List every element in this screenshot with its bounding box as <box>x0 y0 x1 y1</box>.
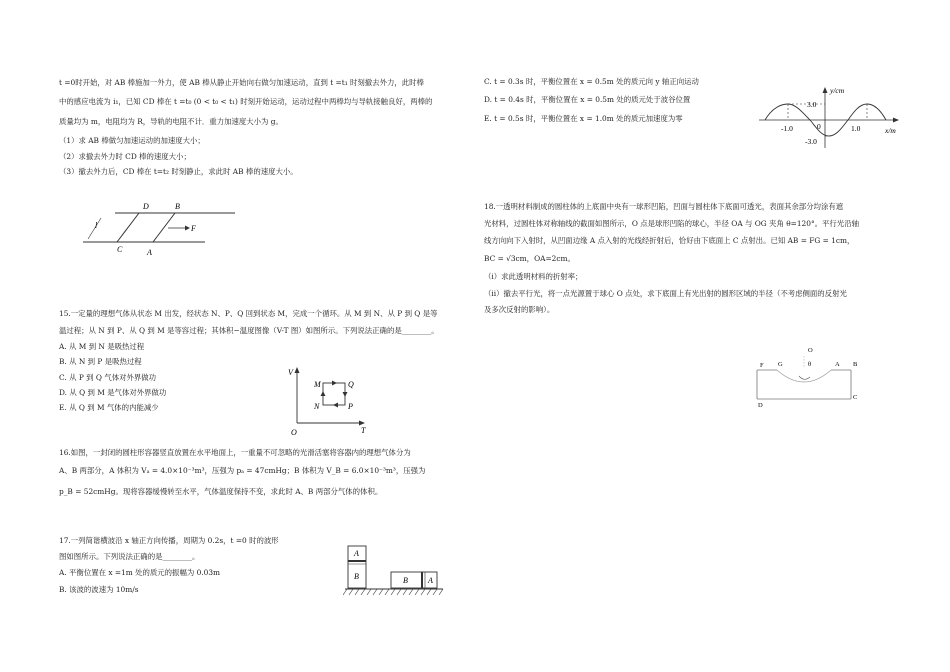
origin-O: O <box>291 428 297 437</box>
y-tick-neg: -3.0 <box>805 137 817 146</box>
q18-sub-3: 及多次反射的影响）。 <box>484 305 555 314</box>
q16-line-2: A、B 两部分，A 体积为 Vₐ = 4.0×10⁻³m³，压强为 pₐ = 47cmHg；B 体积为 V_B = 6.0×10⁻³m³，压强为 <box>59 466 426 475</box>
q18-sub-2: （ii）撤去平行光，将一点光源置于球心 O 点处，求下底面上有光出射的圆形区域的半径（不考虑侧面的反射光 <box>484 289 847 298</box>
q17-line-2: 图如图所示。下列说法正确的是________。 <box>59 552 200 561</box>
label-D: D <box>143 202 149 211</box>
label-C: C <box>117 245 123 254</box>
q15-line-1: 15.一定量的理想气体从状态 M 出发，经状态 N、P、Q 回到状态 M，完成一个循环。从 M 到 N、从 P 到 Q 是等 <box>59 309 438 318</box>
q14-sub-3: （3）撤去外力后，CD 棒在 t=t₂ 时刻静止，求此时 AB 棒的速度大小。 <box>59 167 298 176</box>
label-B: B <box>175 202 180 211</box>
state-N: N <box>314 402 320 411</box>
y-tick-pos: 3.0 <box>807 100 817 109</box>
y-axis-label: y/cm <box>830 86 845 95</box>
q15-line-2: 温过程；从 N 到 P、从 Q 到 M 是等容过程；其体积−温度图像（V-T 图）如图所示。下列说法正确的是________。 <box>59 326 439 335</box>
q15-option-d: D. 从 Q 到 M 是气体对外界做功 <box>59 388 167 397</box>
point-B: B <box>853 361 858 368</box>
q17-line-1: 17.一列简谐横波沿 x 轴正方向传播，周期为 0.2s，t =0 时的波形 <box>59 536 279 545</box>
q18-line-2: 光材料，过圆柱体对称轴线的截面如图所示，O 点是球形凹陷的球心，半径 OA 与 OG 夹角 θ=120°。平行光沿轴 <box>484 219 859 228</box>
state-P: P <box>348 402 353 411</box>
q18-line-4: BC = √3cm，OA=2cm。 <box>484 254 575 263</box>
wave-graph <box>755 84 905 152</box>
point-C: C <box>853 394 858 401</box>
q15-option-a: A. 从 M 到 N 是吸热过程 <box>59 342 145 351</box>
point-O: O <box>808 347 813 354</box>
rails-diagram <box>75 200 245 260</box>
x-axis-label: x/m <box>885 126 896 135</box>
x-tick-pos: 1.0 <box>851 124 861 133</box>
label-l: l <box>95 221 98 230</box>
container-diagram <box>343 543 448 601</box>
q17-option-a: A. 平衡位置在 x =1m 处的质元的振幅为 0.03m <box>59 568 221 577</box>
label-A-horizontal: A <box>428 576 433 585</box>
q17-option-b: B. 该波的波速为 10m/s <box>59 585 139 594</box>
label-A-vertical: A <box>354 549 359 558</box>
label-B-horizontal: B <box>403 576 408 585</box>
point-D: D <box>758 402 763 409</box>
q18-line-1: 18.一透明材料制成的圆柱体的上底面中央有一球形凹陷，凹面与圆柱体下底面可透光，表面其余部分均涂有遮 <box>484 202 844 211</box>
q14-sub-2: （2）求撤去外力时 CD 棒的速度大小； <box>59 152 191 161</box>
q14-line-1: t =0时开始，对 AB 棒施加一外力，使 AB 棒从静止开始向右做匀加速运动，直到 t =t₁ 时刻撤去外力，此时棒 <box>59 78 424 87</box>
q18-sub-1: （i）求此透明材料的折射率； <box>484 272 583 281</box>
x-tick-neg: -1.0 <box>781 124 793 133</box>
q16-line-3: p_B = 52cmHg。现将容器缓慢转至水平，气体温度保持不变，求此时 A、B 两部分气体的体积。 <box>59 487 383 496</box>
q14-sub-1: （1）求 AB 棒做匀加速运动的加速度大小； <box>59 136 205 145</box>
q15-option-e: E. 从 Q 到 M 气体的内能减少 <box>59 403 159 412</box>
point-G: G <box>778 361 783 368</box>
q14-line-2: 中的感应电流为 i₁，已知 CD 棒在 t =t₀ (0 < t₀ < t₁) 时刻开始运动，运动过程中两棒均与导轨接触良好，两棒的 <box>59 97 433 106</box>
q18-line-3: 线方向向下入射时，从凹面边缘 A 点入射的光线经折射后，恰好由下底面上 C 点射出。已知 AB = FG = 1cm， <box>484 236 855 245</box>
q17-option-e: E. t = 0.5s 时，平衡位置在 x = 1.0m 处的质元加速度为零 <box>484 114 683 123</box>
cylinder-diagram <box>755 342 875 410</box>
state-Q: Q <box>348 380 354 389</box>
angle-theta: θ <box>808 361 812 368</box>
q16-line-1: 16.如图，一封闭的圆柱形容器竖直放置在水平地面上，一重量不可忽略的光滑活塞将容器内的理想气体分为 <box>59 448 411 457</box>
point-A: A <box>835 361 840 368</box>
label-B-vertical: B <box>354 572 359 581</box>
q17-option-c: C. t = 0.3s 时，平衡位置在 x = 0.5m 处的质元向 y 轴正向运动 <box>484 77 699 86</box>
axis-V: V <box>288 368 293 377</box>
vt-diagram <box>285 365 370 440</box>
origin-label: 0 <box>817 122 821 131</box>
q15-option-b: B. 从 N 到 P 是吸热过程 <box>59 357 142 366</box>
state-M: M <box>314 380 321 389</box>
q17-option-d: D. t = 0.4s 时，平衡位置在 x = 0.5m 处的质元处于波谷位置 <box>484 95 691 104</box>
q15-option-c: C. 从 P 到 Q 气体对外界做功 <box>59 373 157 382</box>
point-F: F <box>760 362 764 369</box>
axis-T: T <box>361 426 366 435</box>
label-A: A <box>147 248 152 257</box>
q14-line-3: 质量均为 m，电阻均为 R，导轨的电阻不计．重力加速度大小为 g。 <box>59 117 283 126</box>
label-F: F <box>191 224 196 233</box>
